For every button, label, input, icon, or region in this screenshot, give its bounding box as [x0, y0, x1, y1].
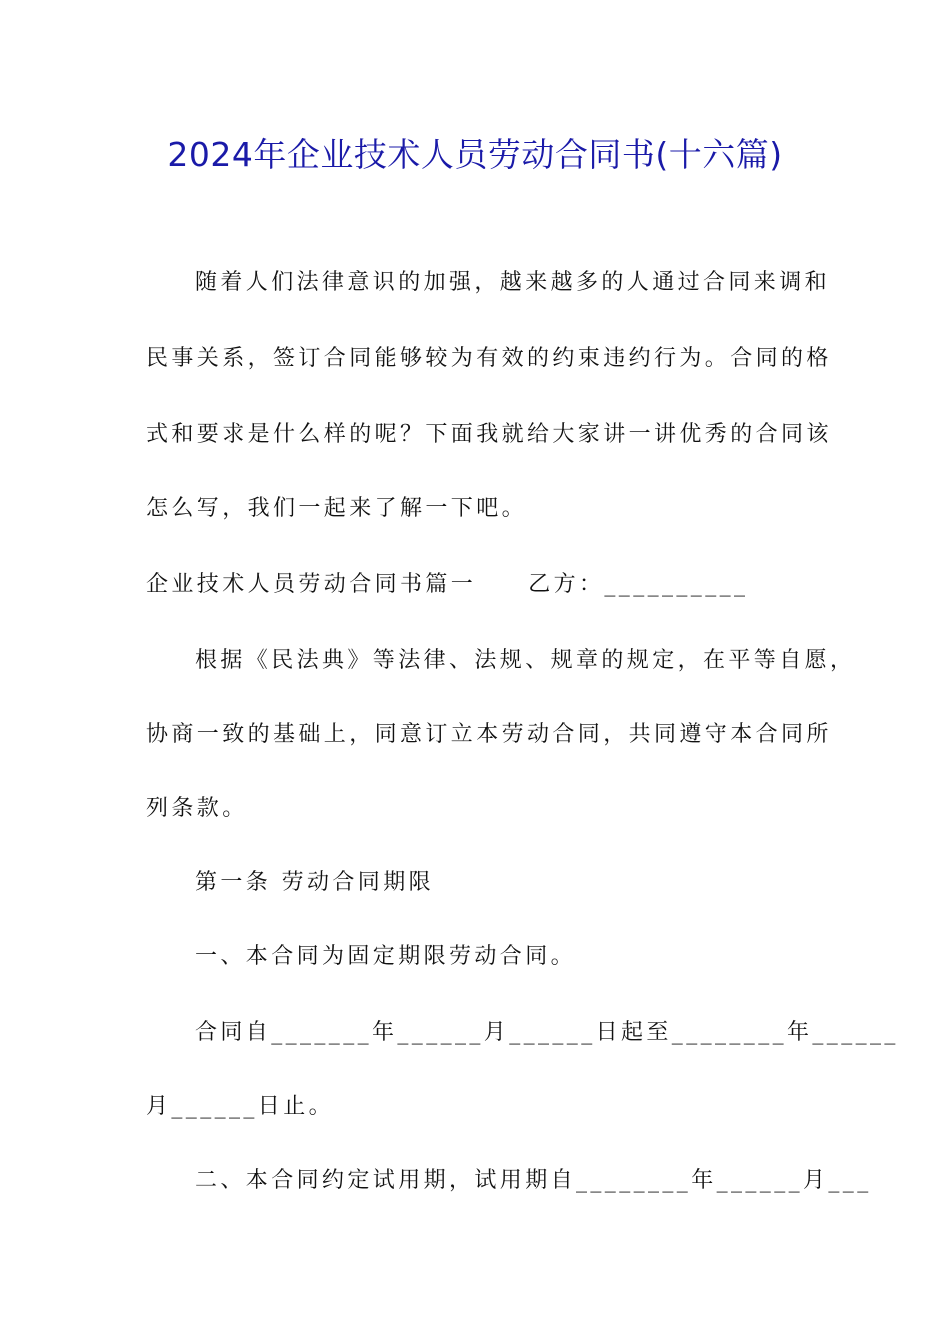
intro-line-1: 随着人们法律意识的加强，越来越多的人通过合同来调和	[195, 270, 831, 295]
term-line-2: 月______日止。	[146, 1094, 335, 1119]
article-1-heading: 第一条 劳动合同期限	[195, 870, 434, 895]
basis-line-3: 列条款。	[146, 796, 248, 821]
document-title: 2024年企业技术人员劳动合同书(十六篇)	[167, 135, 783, 174]
clause-1: 一、本合同为固定期限劳动合同。	[195, 944, 577, 969]
intro-line-4: 怎么写，我们一起来了解一下吧。	[146, 496, 528, 521]
section-heading-line	[146, 570, 748, 600]
intro-line-3: 式和要求是什么样的呢？下面我就给大家讲一讲优秀的合同该	[146, 422, 832, 447]
intro-line-2: 民事关系，签订合同能够较为有效的约束违约行为。合同的格	[146, 346, 832, 371]
basis-line-2: 协商一致的基础上，同意订立本劳动合同，共同遵守本合同所	[146, 722, 832, 747]
clause-2: 二、本合同约定试用期，试用期自________年______月___	[195, 1168, 872, 1193]
party-b-field: 乙方：__________	[528, 572, 749, 597]
basis-line-1: 根据《民法典》等法律、法规、规章的规定，在平等自愿，	[195, 648, 856, 673]
term-line-1: 合同自_______年______月______日起至________年______	[195, 1020, 899, 1045]
section-heading: 企业技术人员劳动合同书篇一	[146, 572, 477, 597]
